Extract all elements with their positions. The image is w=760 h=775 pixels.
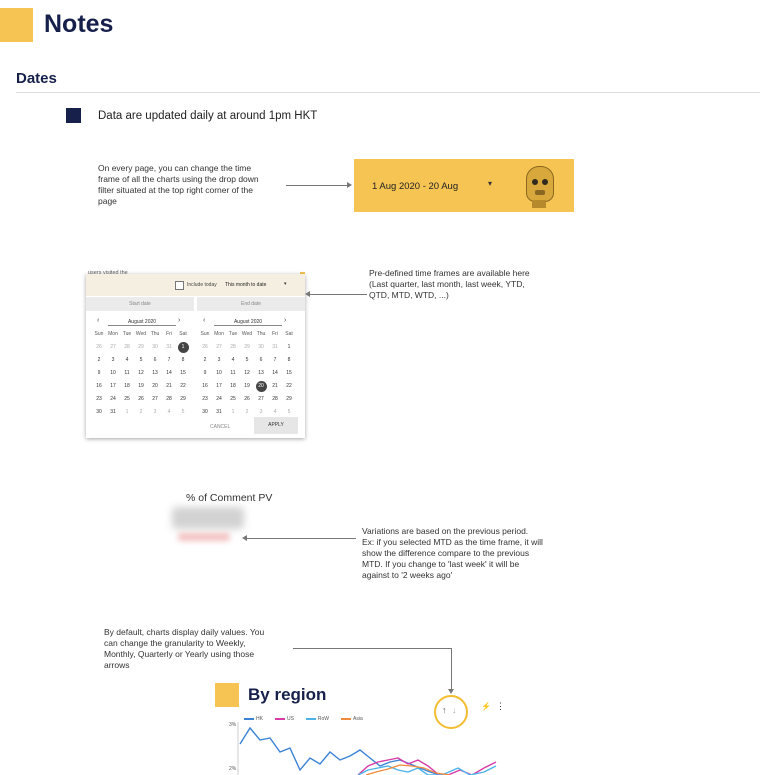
calendar-day-number: 5 [287,409,291,415]
section-heading: Dates [16,70,57,87]
calendar-day[interactable] [148,341,162,354]
note-line: can change the granularity to Weekly, [104,638,246,648]
date-picker [86,270,305,438]
note-line: QTD, MTD, WTD, ...) [369,290,449,300]
series-hk-line [240,728,440,775]
calendar-day[interactable] [198,393,212,406]
bullet-square-icon [66,108,81,123]
calendar-day[interactable] [254,393,268,406]
calendar-day[interactable] [282,380,296,393]
calendar-day-number: 30 [202,409,208,415]
cancel-button[interactable]: CANCEL [210,424,231,430]
arrow-line [286,185,348,186]
redacted-value [172,507,244,529]
calendar-day[interactable] [176,393,190,406]
calendar-day[interactable] [106,354,120,367]
end-date-header[interactable]: End date [197,297,305,311]
calendar-day-number: 3 [217,357,221,363]
calendar-start [92,328,190,419]
weekday-label: Fri [166,331,172,337]
calendar-day-number: 23 [202,396,208,402]
calendar-day[interactable] [268,354,282,367]
calendar-day-number: 8 [287,357,291,363]
calendar-day-number: 2 [97,357,101,363]
bullet-text: Data are updated daily at around 1pm HKT [98,110,318,122]
calendar-day-number: 31 [110,409,116,415]
calendar-day-number: 31 [216,409,222,415]
calendar-day[interactable] [120,406,134,419]
calendar-day-number: 3 [153,409,157,415]
calendar-day-number: 15 [286,370,292,376]
start-date-header[interactable]: Start date [86,297,194,311]
calendar-day[interactable] [176,406,190,419]
calendar-day[interactable] [148,354,162,367]
calendar-day-number: 27 [110,344,116,350]
calendar-day[interactable] [198,367,212,380]
calendar-day[interactable] [240,380,254,393]
calendar-day-number: 28 [166,396,172,402]
region-line-chart [238,722,500,775]
calendar-day-number: 9 [97,370,101,376]
calendar-day[interactable] [212,406,226,419]
region-accent-square [215,683,239,707]
calendar-day-number: 30 [152,344,158,350]
arrow-up-icon[interactable]: ↑ [442,705,447,715]
calendar-day[interactable] [120,380,134,393]
calendar-day-number: 13 [152,370,158,376]
arrow-line [293,648,451,649]
clipped-heading: users visited the [88,270,128,276]
calendar-day-number: 17 [110,383,116,389]
calendar-day-number: 7 [273,357,277,363]
calendar-day[interactable] [120,354,134,367]
calendar-day-number: 21 [166,383,172,389]
calendar-day[interactable] [162,393,176,406]
calendar-day-number: 19 [244,383,250,389]
calendar-day-number: 10 [216,370,222,376]
legend-swatch-hk [244,718,254,720]
calendar-day[interactable] [212,367,226,380]
redacted-variation [178,533,230,541]
calendar-day-number: 28 [272,396,278,402]
weekday-label: Sun [200,331,210,337]
calendar-day[interactable] [134,406,148,419]
calendar-day[interactable] [282,367,296,380]
calendar-day-number: 23 [96,396,102,402]
calendar-day[interactable] [254,354,268,367]
calendar-day-number: 27 [216,344,222,350]
calendar-day-number: 24 [216,396,222,402]
weekday-label: Thu [150,331,160,337]
note-line: Monthly, Quarterly or Yearly using those [104,649,255,659]
chart-title: By region [248,685,327,704]
calendar-day-number: 16 [96,383,102,389]
calendar-day[interactable] [106,341,120,354]
calendar-day[interactable] [212,393,226,406]
note-line: filter situated at the top right corner of the [98,185,253,195]
calendar-day[interactable] [226,380,240,393]
calendar-day-number: 29 [244,344,250,350]
calendar-day[interactable] [106,380,120,393]
calendar-day[interactable] [240,393,254,406]
calendar-day[interactable] [212,354,226,367]
calendar-day-number: 2 [245,409,249,415]
calendar-day[interactable] [162,354,176,367]
calendar-day[interactable] [254,341,268,354]
calendar-day-number: 18 [230,383,236,389]
note-granularity [104,627,304,671]
calendar-day-number: 6 [153,357,157,363]
calendar-day[interactable] [282,393,296,406]
weekday-label: Tue [228,331,238,337]
calendar-day[interactable] [106,393,120,406]
comment-pv-label: % of Comment PV [186,492,273,504]
next-month-icon[interactable]: › [178,317,181,324]
calendar-day-number: 31 [272,344,278,350]
y-tick-label: 3% [229,722,237,728]
calendar-day[interactable] [226,393,240,406]
calendar-day-number: 2 [203,357,207,363]
calendar-day[interactable] [148,380,162,393]
note-line: MTD. If you change to 'last week' it will be [362,559,520,569]
page-title: Notes [44,10,114,38]
legend-label: Asia [353,716,363,722]
calendar-day-number: 25 [230,396,236,402]
weekday-label: Wed [241,331,253,337]
calendar-day-number: 4 [125,357,129,363]
calendar-day[interactable] [134,354,148,367]
robot-neck [532,200,546,208]
calendar-day-number: 26 [202,344,208,350]
calendar-day-number: 7 [167,357,171,363]
calendar-day[interactable] [198,380,212,393]
calendar-day-number: 18 [124,383,130,389]
y-tick-label: 2% [229,766,237,772]
series-asia-line [366,765,450,775]
calendar-day-number: 27 [152,396,158,402]
weekday-label: Mon [108,331,118,337]
calendar-day[interactable] [134,393,148,406]
calendar-day[interactable] [254,367,268,380]
note-line: On every page, you can change the time [98,163,252,173]
weekday-label: Mon [214,331,224,337]
chevron-down-icon: ▾ [488,179,493,188]
arrow-line [246,538,356,539]
calendar-day-number: 10 [110,370,116,376]
calendar-day[interactable] [92,367,106,380]
legend-swatch-us [275,718,285,720]
calendar-end [198,328,296,419]
calendar-day[interactable] [162,341,176,354]
range-select[interactable]: This month to date [225,282,267,288]
calendar-day[interactable] [162,406,176,419]
calendar-day-number: 30 [96,409,102,415]
calendar-day-number: 5 [245,357,249,363]
calendar-day[interactable] [162,367,176,380]
calendar-day[interactable] [176,367,190,380]
section-divider [16,92,760,93]
robot-eye [532,179,538,185]
calendar-day-number: 31 [166,344,172,350]
weekday-label: Wed [135,331,147,337]
calendar-day-number: 4 [231,357,235,363]
calendar-day-number: 26 [138,396,144,402]
calendar-day-number: 4 [167,409,171,415]
calendar-day[interactable] [268,393,282,406]
calendar-day-number: 14 [166,370,172,376]
arrow-line [309,294,367,295]
next-month-icon[interactable]: › [284,317,287,324]
calendar-day-number: 1 [287,344,291,350]
calendar-day[interactable] [212,380,226,393]
calendar-day-number: 28 [124,344,130,350]
calendar-day-number: 29 [286,396,292,402]
weekday-label: Sat [285,331,293,337]
calendar-day-number: 30 [258,344,264,350]
date-range-filter[interactable] [354,159,574,212]
calendar-day[interactable] [120,341,134,354]
calendar-day[interactable] [148,406,162,419]
calendar-day[interactable] [226,406,240,419]
calendar-day[interactable] [176,341,190,354]
calendar-day-number: 20 [256,381,267,392]
note-line: Variations are based on the previous period. [362,526,529,536]
series-us-line [358,758,496,775]
calendar-day-number: 19 [138,383,144,389]
legend-label: RoW [317,716,330,722]
calendar-day-number: 1 [231,409,235,415]
calendar-day[interactable] [92,341,106,354]
calendar-day[interactable] [282,341,296,354]
calendar-day-number: 5 [139,357,143,363]
calendar-day[interactable] [240,341,254,354]
calendar-day[interactable] [148,393,162,406]
apply-button[interactable]: APPLY [254,417,298,434]
calendar-day[interactable] [176,354,190,367]
weekday-label: Sat [179,331,187,337]
arrow-line [451,648,452,690]
calendar-day[interactable] [198,406,212,419]
calendar-day[interactable] [106,367,120,380]
note-line: Pre-defined time frames are available here [369,268,530,278]
calendar-day-number: 26 [96,344,102,350]
calendar-day-number: 17 [216,383,222,389]
legend-label: US [286,716,294,722]
calendar-day[interactable] [240,354,254,367]
calendar-day[interactable] [198,354,212,367]
note-line: page [98,196,117,206]
weekday-label: Tue [122,331,132,337]
calendar-day-number: 12 [138,370,144,376]
note-line: show the difference compare to the previous [362,548,530,558]
robot-icon [526,166,554,202]
note-line: arrows [104,660,130,670]
calendar-day-number: 24 [110,396,116,402]
calendar-day[interactable] [92,406,106,419]
calendar-day-number: 16 [202,383,208,389]
calendar-day-number: 25 [124,396,130,402]
calendar-day[interactable] [134,367,148,380]
note-line: frame of all the charts using the drop down [98,174,259,184]
legend-swatch-asia [341,718,351,720]
calendar-day-number: 6 [259,357,263,363]
date-range-value: 1 Aug 2020 - 20 Aug [372,181,459,192]
calendar-day-number: 21 [272,383,278,389]
calendar-day-number: 11 [124,370,130,376]
note-predefined [369,268,569,301]
calendar-day[interactable] [148,367,162,380]
include-today-checkbox[interactable] [175,281,184,290]
calendar-day[interactable] [254,380,268,393]
calendar-day-number: 29 [138,344,144,350]
prev-month-icon[interactable]: ‹ [203,317,206,324]
calendar-day-number: 12 [244,370,250,376]
calendar-day-number: 11 [230,370,236,376]
calendar-day-number: 2 [139,409,143,415]
calendar-day[interactable] [240,367,254,380]
calendar-day[interactable] [120,367,134,380]
note-line: Ex: if you selected MTD as the time frame, it will [362,537,543,547]
calendar-day[interactable] [212,341,226,354]
legend-swatch-row [306,718,316,720]
calendar-day-number: 3 [111,357,115,363]
note-line: By default, charts display daily values. You [104,627,265,637]
calendar-day[interactable] [226,367,240,380]
calendar-day-number: 29 [180,396,186,402]
calendar-day-number: 4 [273,409,277,415]
calendar-day[interactable] [162,380,176,393]
weekday-label: Fri [272,331,278,337]
title-accent-square [0,8,33,42]
calendar-day[interactable] [198,341,212,354]
calendar-day-number: 20 [152,383,158,389]
calendar-day[interactable] [106,406,120,419]
calendar-day[interactable] [92,380,106,393]
calendar-day[interactable] [240,406,254,419]
calendar-day-number: 13 [258,370,264,376]
bolt-icon[interactable]: ⚡ [481,702,491,711]
calendar-day-number: 15 [180,370,186,376]
calendar-day[interactable] [92,393,106,406]
weekday-label: Thu [256,331,266,337]
calendar-day-number: 3 [259,409,263,415]
chevron-down-icon[interactable]: ▾ [284,281,287,287]
calendar-day[interactable] [282,354,296,367]
note-time-frame [98,163,298,207]
calendar-day[interactable] [268,380,282,393]
month-select[interactable]: August 2020 [214,319,282,326]
picker-toolbar [86,270,305,296]
prev-month-icon[interactable]: ‹ [97,317,100,324]
calendar-day[interactable] [134,380,148,393]
note-line: against to '2 weeks ago' [362,570,453,580]
legend-label: HK [256,716,263,722]
calendar-day-number: 1 [178,342,189,353]
calendar-day[interactable] [92,354,106,367]
arrow-down-icon[interactable]: ↓ [452,705,457,715]
calendar-day[interactable] [176,380,190,393]
calendar-day[interactable] [268,367,282,380]
calendar-day[interactable] [268,341,282,354]
calendar-day[interactable] [120,393,134,406]
calendar-day-number: 27 [258,396,264,402]
calendar-day-number: 26 [244,396,250,402]
calendar-day-number: 8 [181,357,185,363]
arrow-right-icon [347,182,352,188]
calendar-day-number: 14 [272,370,278,376]
calendar-day[interactable] [134,341,148,354]
note-line: (Last quarter, last month, last week, YTD, [369,279,525,289]
calendar-day-number: 22 [286,383,292,389]
calendar-day-number: 22 [180,383,186,389]
robot-mouth [535,190,545,195]
calendar-day-number: 9 [203,370,207,376]
note-variations [362,526,572,581]
robot-eye [542,179,548,185]
month-select[interactable]: August 2020 [108,319,176,326]
calendar-day[interactable] [226,341,240,354]
include-today-label: Include today [187,282,217,288]
calendar-day-number: 1 [125,409,129,415]
more-options-icon[interactable]: ⋮ [496,701,505,711]
calendar-day-number: 28 [230,344,236,350]
calendar-day-number: 5 [181,409,185,415]
weekday-label: Sun [94,331,104,337]
calendar-day[interactable] [226,354,240,367]
arrow-down-icon [448,689,454,694]
